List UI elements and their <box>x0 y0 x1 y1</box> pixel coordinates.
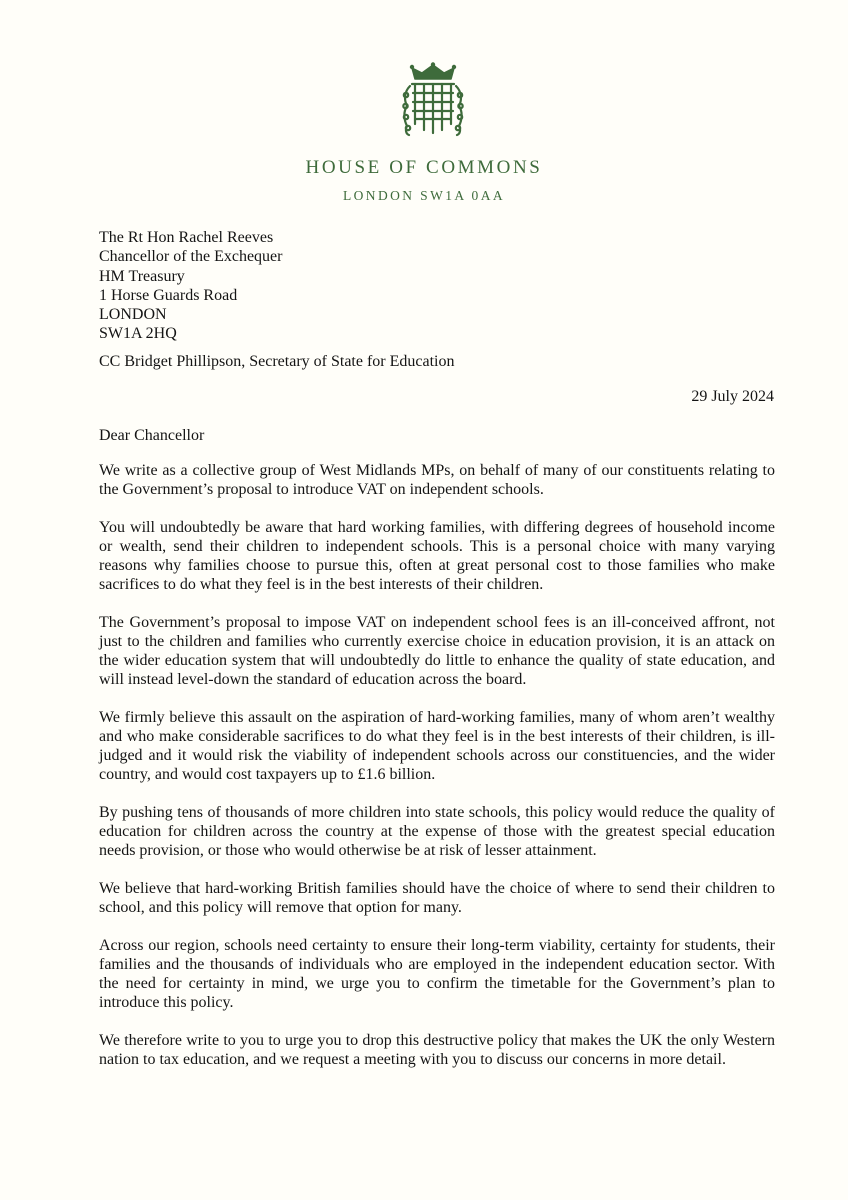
body-paragraph: Across our region, schools need certainty to ensure their long-term viability, certainty for students, their families and the thousands of individuals who are employed in the independent education sector. With the need for certainty in mind, we urge you to confirm the timetable for the Government’s plan to introduce this policy. <box>99 937 775 1011</box>
recipient-postcode: SW1A 2HQ <box>99 325 177 343</box>
body-paragraph: You will undoubtedly be aware that hard working families, with differing degrees of household income or wealth, send their children to independent schools. This is a personal choice with many varying reasons why families choose to pursue this, often at great personal cost to those families who make sacrifices to do what they feel is in the best interests of their children. <box>99 519 775 593</box>
letter-body <box>99 461 775 1088</box>
salutation: Dear Chancellor <box>99 427 205 444</box>
letter-date: 29 July 2024 <box>691 388 774 405</box>
recipient-title: Chancellor of the Exchequer <box>99 248 283 266</box>
recipient-name: The Rt Hon Rachel Reeves <box>99 229 274 246</box>
portcullis-crest-icon <box>398 62 468 138</box>
recipient-city: LONDON <box>99 306 167 324</box>
cc-line: CC Bridget Phillipson, Secretary of State for Education <box>99 353 455 370</box>
body-paragraph: The Government’s proposal to impose VAT on independent school fees is an ill-conceived affront, not just to the children and families who currently exercise choice in education provision, it is an attack on the wider education system that will undoubtedly do little to enhance the quality of state education, and will instead level-down the standard of education across the board. <box>99 614 775 688</box>
body-paragraph: By pushing tens of thousands of more children into state schools, this policy would reduce the quality of education for children across the country at the expense of those with the greatest special education needs provision, or those who would otherwise be at risk of lesser attainment. <box>99 804 775 859</box>
recipient-address <box>99 228 282 344</box>
body-paragraph: We believe that hard-working British families should have the choice of where to send their children to school, and this policy will remove that option for many. <box>99 880 775 916</box>
body-paragraph: We write as a collective group of West Midlands MPs, on behalf of many of our constituents relating to the Government’s proposal to introduce VAT on independent schools. <box>99 462 775 498</box>
recipient-street: 1 Horse Guards Road <box>99 286 238 304</box>
letterhead-address: LONDON SW1A 0AA <box>343 188 505 203</box>
body-paragraph: We firmly believe this assault on the aspiration of hard-working families, many of whom aren’t wealthy and who make considerable sacrifices to do what they feel is in the best interests of their children, is ill-judged and it would risk the viability of independent schools across our constituencies, and the wider country, and would cost taxpayers up to £1.6 billion. <box>99 709 775 783</box>
recipient-organisation: HM Treasury <box>99 267 185 285</box>
body-paragraph: We therefore write to you to urge you to drop this destructive policy that makes the UK the only Western nation to tax education, and we request a meeting with you to discuss our concerns in more detail. <box>99 1032 775 1068</box>
letterhead-title: HOUSE OF COMMONS <box>305 157 543 178</box>
